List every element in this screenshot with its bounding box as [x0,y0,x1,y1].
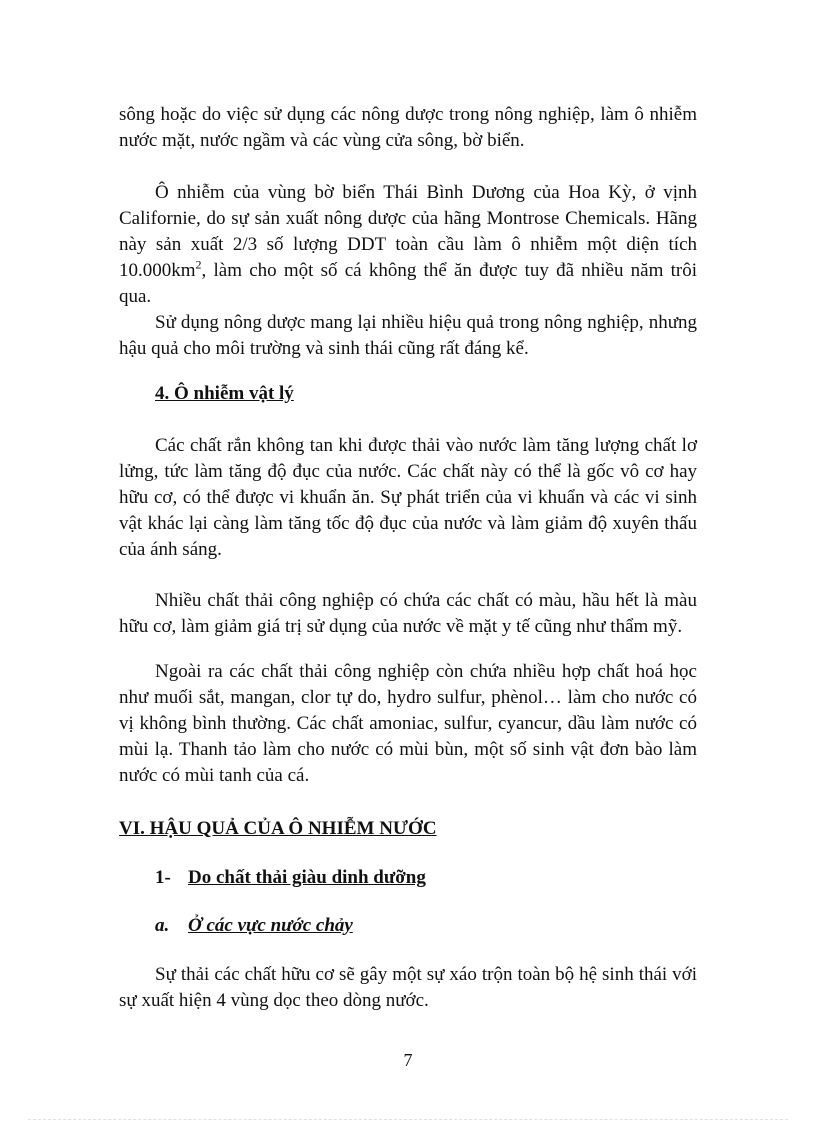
paragraph-pacific-coast [119,180,697,310]
paragraph-suspended-solids: Các chất rắn không tan khi được thải vào nước làm tăng lượng chất lơ lửng, tức làm tăng độ đục của nước. Các chất này có thể là gốc vô cơ hay hữu cơ, có thể được vi khuẩn ăn. Sự phát triển của vi khuẩn và các vi sinh vật khác lại càng làm tăng tốc độ đục của nước và làm giảm độ xuyên thấu của ánh sáng. [119,435,697,560]
list-number-1: 1- [155,867,171,888]
paragraph-pacific-coast-text: Ô nhiễm của vùng bờ biển Thái Bình Dương của Hoa Kỳ, ở vịnh Californie, do sự sản xuất nông dược của hãng Montrose Chemicals. Hãng này sản xuất 2/3 số lượng DDT toàn cầu làm ô nhiễm một diện tích 10.000km [119,182,697,281]
paragraph-pacific-coast-end: , làm cho một số cá không thể ăn được tuy đã nhiều năm trôi qua. [119,260,697,307]
paragraph-pesticide-pollution: sông hoặc do việc sử dụng các nông dược trong nông nghiệp, làm ô nhiễm nước mặt, nước ngầm và các vùng cửa sông, bờ biển. [119,104,697,151]
heading-section-vi: VI. HẬU QUẢ CỦA Ô NHIỄM NƯỚC [119,818,437,839]
list-letter-a: a. [155,915,170,936]
page-number: 7 [403,1050,413,1070]
heading-nutrient-waste: Do chất thải giàu dinh dưỡng [188,867,426,888]
heading-physical-pollution: 4. Ô nhiễm vật lý [155,383,294,404]
paragraph-organic-waste: Sự thải các chất hữu cơ sẽ gây một sự xáo trộn toàn bộ hệ sinh thái với sự xuất hiện 4 vùng dọc theo dòng nước. [119,964,697,1011]
superscript-two: 2 [195,257,202,272]
paragraph-color-waste: Nhiều chất thải công nghiệp có chứa các chất có màu, hầu hết là màu hữu cơ, làm giảm giá trị sử dụng của nước về mặt y tế cũng như thẩm mỹ. [119,590,697,637]
paragraph-pesticide-effects: Sử dụng nông dược mang lại nhiều hiệu quả trong nông nghiệp, nhưng hậu quả cho môi trường và sinh thái cũng rất đáng kể. [119,312,697,359]
paragraph-odor-taste: Ngoài ra các chất thải công nghiệp còn chứa nhiều hợp chất hoá học như muối sắt, mangan, clor tự do, hydro sulfur, phènol… làm cho nước có vị không bình thường. Các chất amoniac, sulfur, cyancur, dầu làm nước có mùi lạ. Thanh tảo làm cho nước có mùi bùn, một số sinh vật đơn bào làm nước có mùi tanh của cá. [119,661,697,786]
heading-flowing-water: Ở các vực nước chảy [188,915,353,936]
page-bottom-divider [28,1119,788,1120]
